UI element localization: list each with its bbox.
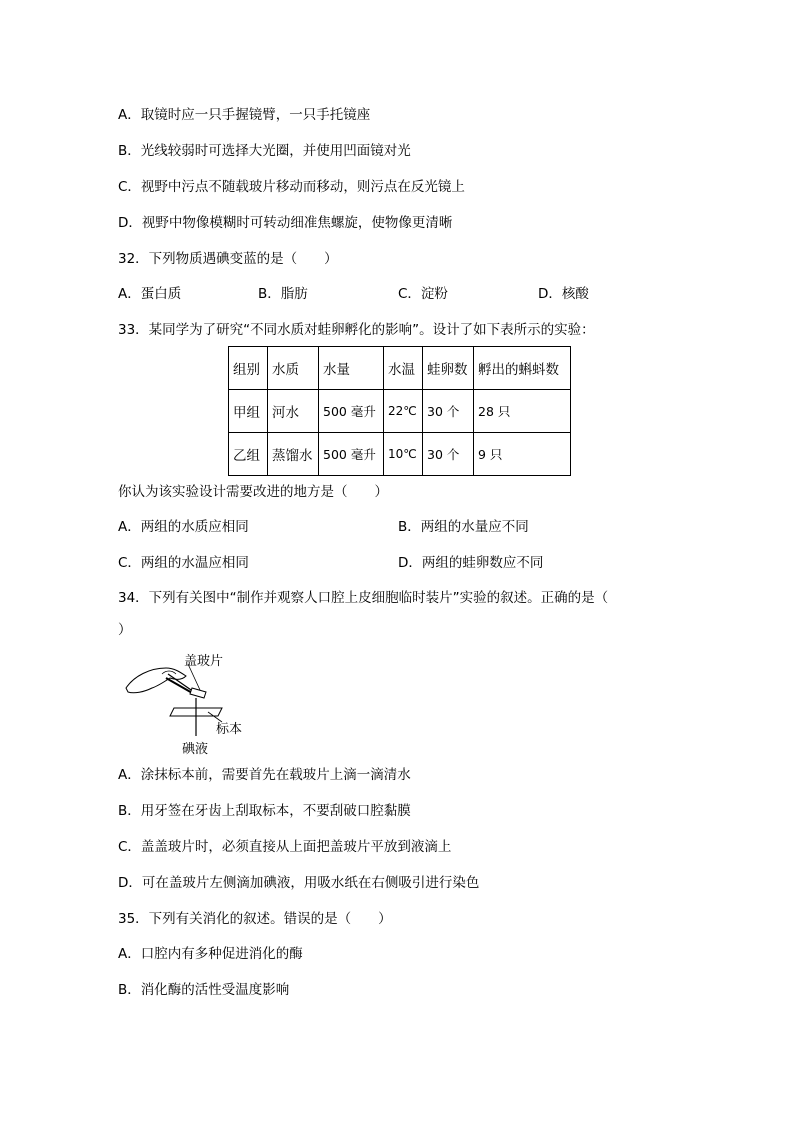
- q31-option-b: B．光线较弱时可选择大光圈，并使用凹面镜对光: [118, 143, 411, 159]
- q34-stem-line1: 34．下列有关图中“制作并观察人口腔上皮细胞临时装片”实验的叙述。正确的是（: [118, 590, 609, 606]
- table-header-cell: 组别: [229, 347, 268, 390]
- q34-option-c: C．盖盖玻片时，必须直接从上面把盖玻片平放到液滴上: [118, 839, 452, 855]
- table-header-cell: 水质: [268, 347, 319, 390]
- table-header-cell: 孵出的蝌蚪数: [474, 347, 571, 390]
- q35-option-a: A．口腔内有多种促进消化的酶: [118, 946, 303, 962]
- table-cell: 500 毫升: [319, 390, 384, 433]
- table-cell: 500 毫升: [319, 433, 384, 476]
- mounting-diagram: [122, 654, 262, 757]
- q32-option-d: D．核酸: [538, 286, 589, 302]
- table-header-cell: 水温: [384, 347, 423, 390]
- table-cell: 蒸馏水: [268, 433, 319, 476]
- q33-option-c: C．两组的水温应相同: [118, 555, 249, 571]
- table-cell: 甲组: [229, 390, 268, 433]
- q34-option-d: D．可在盖玻片左侧滴加碘液，用吸水纸在右侧吸引进行染色: [118, 875, 480, 891]
- q35-option-b: B．消化酶的活性受温度影响: [118, 982, 290, 998]
- q33-option-d: D．两组的蛙卵数应不同: [398, 555, 544, 571]
- q33-option-b: B．两组的水量应不同: [398, 519, 529, 535]
- experiment-table: [228, 346, 571, 476]
- table-cell: 30 个: [423, 433, 474, 476]
- table-cell: 乙组: [229, 433, 268, 476]
- q33-question: 你认为该实验设计需要改进的地方是（ ）: [118, 484, 388, 500]
- table-row: [229, 433, 571, 476]
- q32-stem: 32．下列物质遇碘变蓝的是（ ）: [118, 251, 338, 267]
- q33-stem: 33．某同学为了研究“不同水质对蛙卵孵化的影响”。设计了如下表所示的实验：: [118, 322, 595, 338]
- table-cell: 28 只: [474, 390, 571, 433]
- q31-option-c: C．视野中污点不随载玻片移动而移动，则污点在反光镜上: [118, 179, 465, 195]
- cover-slip-label: 盖玻片: [184, 654, 224, 669]
- q33-option-a: A．两组的水质应相同: [118, 519, 249, 535]
- q31-option-a: A．取镜时应一只手握镜臂，一只手托镜座: [118, 107, 371, 123]
- table-header-row: [229, 347, 571, 390]
- table-cell: 河水: [268, 390, 319, 433]
- table-row: [229, 390, 571, 433]
- q34-stem-line2: ）: [118, 622, 132, 638]
- table-cell: 10℃: [384, 433, 423, 476]
- specimen-label: 标本: [216, 722, 243, 737]
- q32-option-b: B．脂肪: [258, 286, 308, 302]
- table-header-cell: 水量: [319, 347, 384, 390]
- iodine-label: 碘液: [182, 742, 209, 757]
- q31-option-d: D．视野中物像模糊时可转动细准焦螺旋，使物像更清晰: [118, 215, 453, 231]
- table-header-cell: 蛙卵数: [423, 347, 474, 390]
- table-cell: 9 只: [474, 433, 571, 476]
- table-cell: 30 个: [423, 390, 474, 433]
- table-cell: 22℃: [384, 390, 423, 433]
- q32-option-a: A．蛋白质: [118, 286, 182, 302]
- q34-option-a: A．涂抹标本前，需要首先在载玻片上滴一滴清水: [118, 767, 411, 783]
- q35-stem: 35．下列有关消化的叙述。错误的是（ ）: [118, 911, 392, 927]
- q32-option-c: C．淀粉: [398, 286, 448, 302]
- q34-option-b: B．用牙签在牙齿上刮取标本，不要刮破口腔黏膜: [118, 803, 411, 819]
